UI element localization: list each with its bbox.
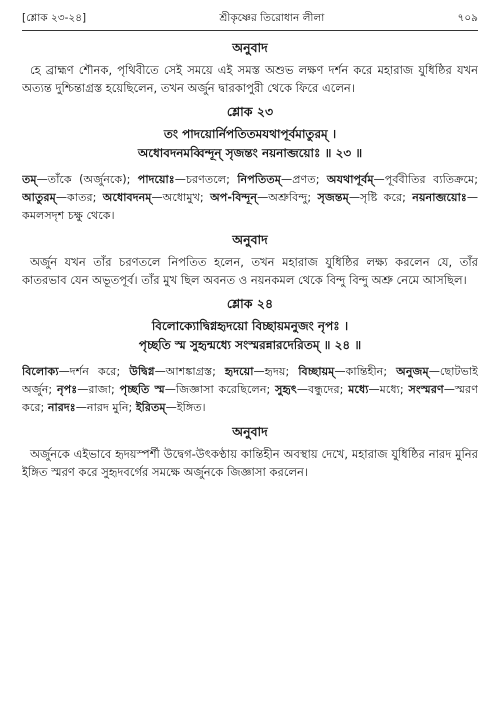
word-term: সৃজন্তম্	[317, 191, 349, 204]
verse-23-line-1: তং পাদয়োর্নিপতিতমযথাপূর্বমাতুরম্ ।	[163, 127, 337, 141]
word-term: নৃপঃ	[56, 383, 78, 396]
word-meaning: —জিজ্ঞাসা করেছিলেন;	[164, 383, 276, 396]
word-meaning: —হৃদয়;	[253, 365, 299, 378]
verse-23-word-meanings	[22, 171, 478, 225]
word-term: অযথাপূর্বম্	[326, 173, 374, 186]
word-meaning: —চরণতলে;	[174, 173, 238, 186]
word-term: বিলোক্য	[22, 365, 59, 378]
word-meaning: —অশ্রুবিন্দু;	[257, 191, 318, 204]
book-page	[22, 8, 478, 698]
word-term: সংস্মরণ	[408, 383, 444, 396]
header-verse-range: [শ্লোক ২৩-২৪]	[22, 12, 87, 24]
verse-23-translation: অর্জুন যখন তাঁর চরণতলে নিপতিত হলেন, তখন মহারাজ যুধিষ্ঠির লক্ষ্য করলেন যে, তাঁর কাতরভাব যেন অভূতপূর্ব। তাঁর মুখ ছিল অবনত ও নয়নকমল থেকে বিন্দু বিন্দু অশ্রু নেমে আসছিল।	[22, 255, 478, 287]
translation-text-1: হে ব্রাহ্মণ শৌনক, পৃথিবীতে সেই সময়ে এই সমস্ত অশুভ লক্ষণ দর্শন করে মহারাজ যুধিষ্ঠির যখন অত্যন্ত দুশ্চিন্তাগ্রস্ত হয়েছিলেন, তখন অর্জুন দ্বারকাপুরী থেকে ফিরে এলেন।	[22, 63, 478, 95]
word-meaning: —কমলসদৃশ চক্ষু থেকে।	[22, 191, 478, 222]
word-meaning: —সৃষ্টি করে;	[348, 191, 413, 204]
verse-23-line-2: অধোবদনমব্বিন্দূন্ সৃজন্তং নয়নাব্জয়োঃ ॥ ২৩ ॥	[137, 146, 363, 160]
word-term: নারদঃ	[47, 401, 76, 414]
page-header	[22, 8, 478, 28]
word-term: অধোবদনম্	[102, 191, 152, 204]
header-chapter-title: শ্রীকৃষ্ণের তিরোধান লীলা	[219, 12, 325, 24]
word-meaning: —মধ্যে;	[368, 383, 409, 396]
word-meaning: —পূর্ববীতির ব্যতিক্রমে;	[373, 173, 478, 186]
verse-24-translation: অর্জুনকে এইভাবে হৃদয়স্পর্শী উদ্বেগ-উৎকণ্ঠায় কান্তিহীন অবস্থায় দেখে, মহারাজ যুধিষ্ঠির নারদ মুনির ইঙ্গিত স্মরণ করে সুহৃদবর্গের সমক্ষে অর্জুনকে জিজ্ঞাসা করলেন।	[22, 447, 478, 479]
word-meaning: —রাজা;	[77, 383, 120, 396]
word-meaning: —ছোটভাই অর্জুন;	[22, 365, 478, 396]
word-meaning: —দর্শন করে;	[58, 365, 130, 378]
word-meaning: —প্রণত;	[281, 173, 327, 186]
word-meaning: —স্মরণ করে;	[22, 383, 478, 414]
translation-heading-1: অনুবাদ	[232, 40, 268, 55]
word-meaning: —কান্তিহীন;	[334, 365, 397, 378]
verse-24-heading: শ্লোক ২৪	[226, 296, 274, 311]
word-term: মধ্যে	[348, 383, 369, 396]
header-rule	[22, 30, 478, 31]
verse-24-word-meanings	[22, 363, 478, 417]
word-term: হৃদয়ো	[224, 365, 254, 378]
word-meaning: —কাতর;	[55, 191, 103, 204]
word-term: অনুজম্	[396, 365, 429, 378]
word-term: পাদয়োঃ	[137, 173, 175, 186]
verse-24-line-1: বিলোক্যোদ্বিগ্নহৃদয়ো বিচ্ছায়মনুজং নৃপঃ ।	[151, 319, 349, 333]
word-term: নিপতিতম্	[237, 173, 281, 186]
word-term: আতুরম্	[22, 191, 56, 204]
word-term: বিচ্ছায়ম্	[298, 365, 335, 378]
word-meaning: —অধোমুখ;	[151, 191, 211, 204]
word-meaning: —ইঙ্গিত।	[165, 401, 206, 414]
word-term: ইরিতম্	[135, 401, 166, 414]
verse-24-sanskrit	[22, 317, 478, 355]
word-meaning: —বন্ধুদের;	[296, 383, 349, 396]
word-term: সুহৃৎ	[275, 383, 297, 396]
verse-24-translation-heading: অনুবাদ	[232, 424, 268, 439]
verse-23-heading: শ্লোক ২৩	[226, 104, 274, 119]
word-term: নয়নাব্জয়োঃ	[412, 191, 467, 204]
verse-24-line-2: পৃচ্ছতি স্ম সুহৃন্মধ্যে সংস্মরন্নারদেরিতম্ ॥ ২৪ ॥	[138, 338, 362, 352]
verse-23-translation-heading: অনুবাদ	[232, 232, 268, 247]
word-term: উদ্বিগ্ন	[129, 365, 155, 378]
header-page-number: ৭০৯	[457, 12, 478, 24]
word-meaning: —আশঙ্কাগ্রস্ত;	[154, 365, 225, 378]
word-term: পৃচ্ছতি স্ম	[119, 383, 165, 396]
word-meaning: —তাঁকে (অর্জুনকে);	[36, 173, 138, 186]
verse-23-sanskrit	[22, 125, 478, 163]
word-term: তম্	[22, 173, 37, 186]
word-term: অপ-বিন্দূন্	[210, 191, 258, 204]
word-meaning: —নারদ মুনি;	[75, 401, 136, 414]
